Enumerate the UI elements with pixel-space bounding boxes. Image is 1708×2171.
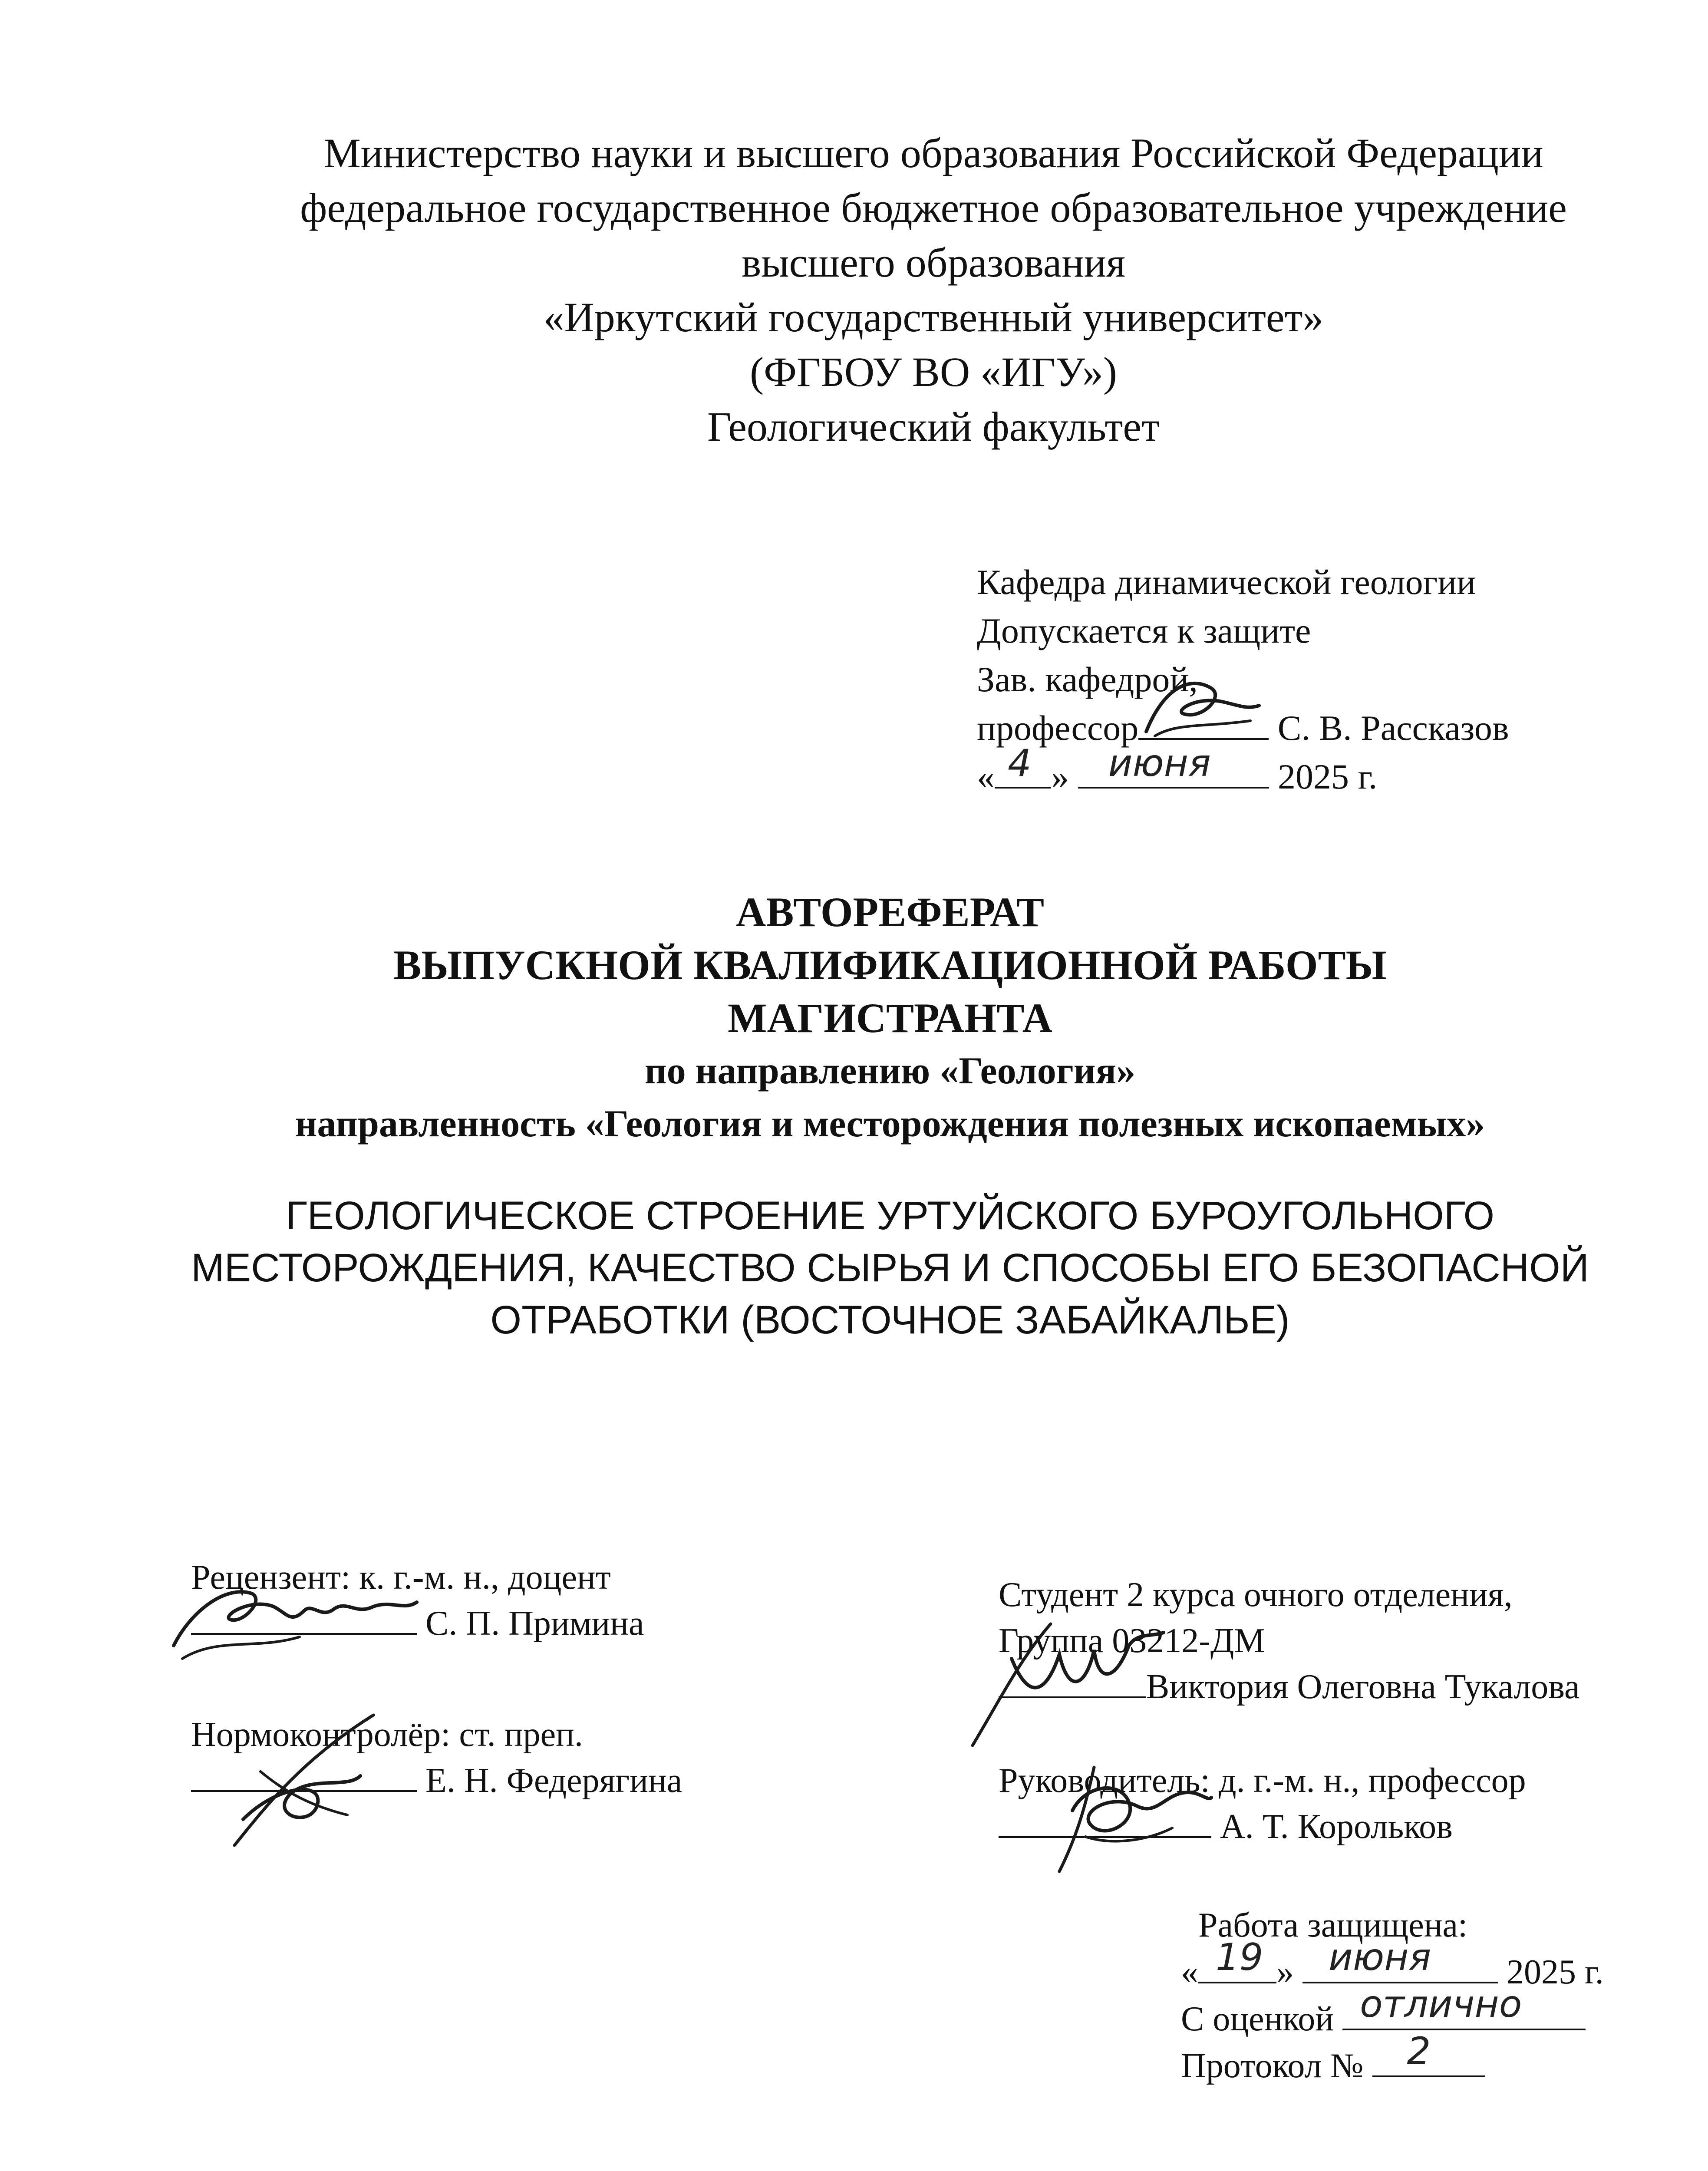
head-signature-line — [977, 704, 1672, 752]
header-line-abbreviation: (ФГБОУ ВО «ИГУ») — [750, 349, 1117, 395]
supervisor-label: Руководитель: д. г.-м. н., профессор — [999, 1762, 1526, 1800]
defense-day-blank — [1198, 1936, 1276, 1983]
header-line-university: «Иркутский государственный университет» — [543, 294, 1324, 340]
approval-date-line: « 4 » июня 2025 г. — [977, 752, 1672, 801]
student-course-label: Студент 2 курса очного отделения, — [999, 1576, 1513, 1614]
topic-line-3: ОТРАБОТКИ (ВОСТОЧНОЕ ЗАБАЙКАЛЬЕ) — [490, 1298, 1290, 1342]
handwritten-defense-month: июня — [1329, 1936, 1431, 1979]
document-title — [87, 886, 1693, 1151]
student-name: Виктория Олеговна Тукалова — [1146, 1668, 1580, 1706]
topic-line-2: МЕСТОРОЖДЕНИЯ, КАЧЕСТВО СЫРЬЯ И СПОСОБЫ ЕГО БЕЗОПАСНОЙ — [191, 1246, 1589, 1290]
protocol-blank — [1372, 2029, 1485, 2077]
head-label: Зав. кафедрой, — [977, 660, 1198, 699]
thesis-topic — [87, 1190, 1693, 1346]
protocol-line — [1181, 2029, 1680, 2089]
grade-label: С оценкой — [1181, 2000, 1334, 2038]
header-line-faculty: Геологический факультет — [707, 403, 1160, 450]
defense-label: Работа защищена: — [1198, 1906, 1468, 1944]
reviewer-signature-icon — [156, 1559, 425, 1680]
head-name: С. В. Рассказов — [1277, 708, 1509, 748]
grade-blank — [1342, 1983, 1586, 2030]
normcontrol-label: Нормоконтролёр: ст. преп. — [191, 1716, 583, 1754]
institution-header — [174, 126, 1693, 454]
reviewer-label: Рецензент: к. г.-м. н., доцент — [191, 1558, 611, 1597]
supervisor-signature-icon — [1033, 1741, 1216, 1880]
supervisor-name: А. Т. Корольков — [1220, 1808, 1453, 1846]
defense-date-line: « 19 » июня 2025 г. — [1181, 1949, 1680, 1996]
defense-block — [1181, 1902, 1680, 2089]
title-line-master: МАГИСТРАНТА — [728, 995, 1052, 1041]
header-line-institution-type: федеральное государственное бюджетное образовательное учреждение — [300, 185, 1567, 231]
title-line-abstract: АВТОРЕФЕРАТ — [736, 889, 1044, 935]
header-line-ministry: Министерство науки и высшего образования Российской Федерации — [323, 130, 1543, 176]
student-group-label: Группа 03212-ДМ — [999, 1622, 1265, 1660]
head-position: профессор — [977, 708, 1139, 748]
normcontrol-name: Е. Н. Федерягина — [425, 1762, 683, 1800]
defense-month-blank — [1302, 1936, 1498, 1983]
normcontrol-signature-icon — [217, 1706, 399, 1854]
approval-block — [977, 558, 1672, 801]
defense-year: 2025 г. — [1507, 1953, 1604, 1991]
title-line-thesis: ВЫПУСКНОЙ КВАЛИФИКАЦИОННОЙ РАБОТЫ — [393, 942, 1387, 988]
handwritten-month: июня — [1108, 742, 1211, 785]
handwritten-protocol-number: 2 — [1407, 2029, 1431, 2073]
approval-year: 2025 г. — [1278, 757, 1378, 796]
admit-label: Допускается к защите — [977, 611, 1311, 650]
head-signature-icon — [1138, 671, 1268, 753]
protocol-label: Протокол № — [1181, 2047, 1364, 2085]
month-blank — [1078, 742, 1269, 789]
handwritten-defense-day: 19 — [1216, 1936, 1263, 1979]
student-signature-icon — [946, 1607, 1172, 1754]
department-label: Кафедра динамической геологии — [977, 562, 1476, 602]
handwritten-day: 4 — [1008, 742, 1032, 785]
handwritten-grade: отлично — [1360, 1983, 1522, 2026]
day-blank — [995, 742, 1051, 789]
topic-line-1: ГЕОЛОГИЧЕСКОЕ СТРОЕНИЕ УРТУЙСКОГО БУРОУГОЛЬНОГО — [285, 1194, 1495, 1238]
reviewer-name: С. П. Примина — [425, 1604, 644, 1643]
header-line-education-level: высшего образования — [741, 239, 1126, 286]
title-line-direction: по направлению «Геология» — [644, 1050, 1136, 1092]
title-line-specialization: направленность «Геология и месторождения полезных ископаемых» — [295, 1103, 1485, 1145]
